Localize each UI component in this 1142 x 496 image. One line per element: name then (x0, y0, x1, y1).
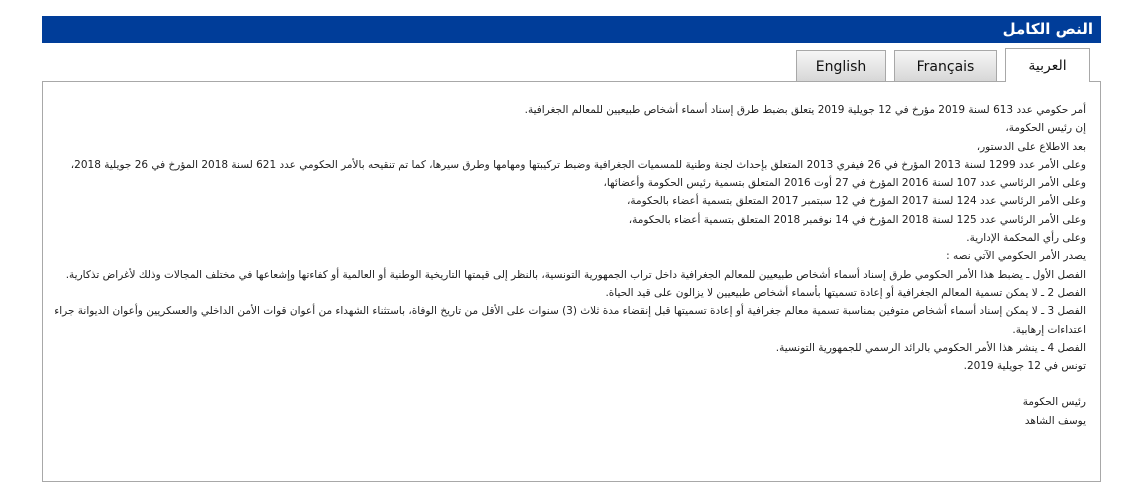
paragraph: وعلى الأمر الرئاسي عدد 107 لسنة 2016 المؤرخ في 27 أوت 2016 المتعلق بتسمية رئيس الحكومة وأعضائها، (603, 177, 1086, 190)
paragraph: يصدر الأمر الحكومي الآتي نصه : (946, 250, 1086, 263)
tab-arabic[interactable]: العربية (1005, 48, 1090, 82)
article-3: الفصل 3 ـ لا يمكن إسناد أسماء أشخاص متوفين بمناسبة تسمية معالم جغرافية أو إعادة تسميتها قبل إنقضاء مدة ثلاث (3) سنوات على الأقل من تاريخ الوفاة، باستثناء الشهداء من أعوان قوات الأمن الداخلي والعسكريين وأعوان الديوانة جراء اعتداءات إرهابية. (54, 305, 1086, 336)
article-4: الفصل 4 ـ ينشر هذا الأمر الحكومي بالرائد الرسمي للجمهورية التونسية. (775, 341, 1086, 354)
paragraph: وعلى الأمر الرئاسي عدد 125 لسنة 2018 المؤرخ في 14 نوفمبر 2018 المتعلق بتسمية أعضاء بالحكومة، (628, 213, 1086, 226)
signature-title: رئيس الحكومة (1022, 396, 1086, 409)
paragraph: إن رئيس الحكومة، (1005, 122, 1086, 135)
document-body (43, 101, 1086, 430)
paragraph: وعلى الأمر عدد 1299 لسنة 2013 المؤرخ في 26 فيفري 2013 المتعلق بإحداث لجنة وطنية للمسميات الجغرافية وضبط تركيبتها ومهامها وطرق سيرها، كما تم تنقيحه بالأمر الحكومي عدد 621 لسنة 2018 المؤرخ في 26 جويلية 2018، (70, 158, 1086, 171)
date-line: تونس في 12 جويلية 2019. (963, 360, 1086, 373)
tab-french[interactable]: Français (894, 50, 997, 82)
paragraph: وعلى الأمر الرئاسي عدد 124 لسنة 2017 المؤرخ في 12 سبتمبر 2017 المتعلق بتسمية أعضاء بالحكومة، (626, 195, 1086, 208)
article-2: الفصل 2 ـ لا يمكن تسمية المعالم الجغرافية أو إعادة تسميتها بأسماء أشخاص طبيعيين لا يزالون على قيد الحياة. (605, 286, 1086, 299)
section-header (42, 16, 1101, 43)
language-tabs (796, 48, 1090, 82)
paragraph: بعد الاطلاع على الدستور، (976, 140, 1086, 153)
document-title: أمر حكومي عدد 613 لسنة 2019 مؤرخ في 12 جويلية 2019 يتعلق بضبط طرق إسناد أسماء أشخاص طبيعيين للمعالم الجغرافية. (524, 104, 1086, 116)
paragraph: وعلى رأي المحكمة الإدارية. (966, 232, 1086, 245)
section-title: النص الكامل (1002, 20, 1093, 38)
signature-name: يوسف الشاهد (1024, 414, 1086, 427)
tab-english[interactable]: English (796, 50, 886, 82)
spacer (43, 375, 1086, 393)
article-1: الفصل الأول ـ يضبط هذا الأمر الحكومي طرق إسناد أسماء أشخاص طبيعيين للمعالم الجغرافية داخل تراب الجمهورية التونسية، بالنظر إلى قيمتها التاريخية الوطنية أو العالمية أو كفاءتها وإشعاعها في مختلف المجالات وذلك لأغراض تذكارية. (65, 268, 1086, 281)
